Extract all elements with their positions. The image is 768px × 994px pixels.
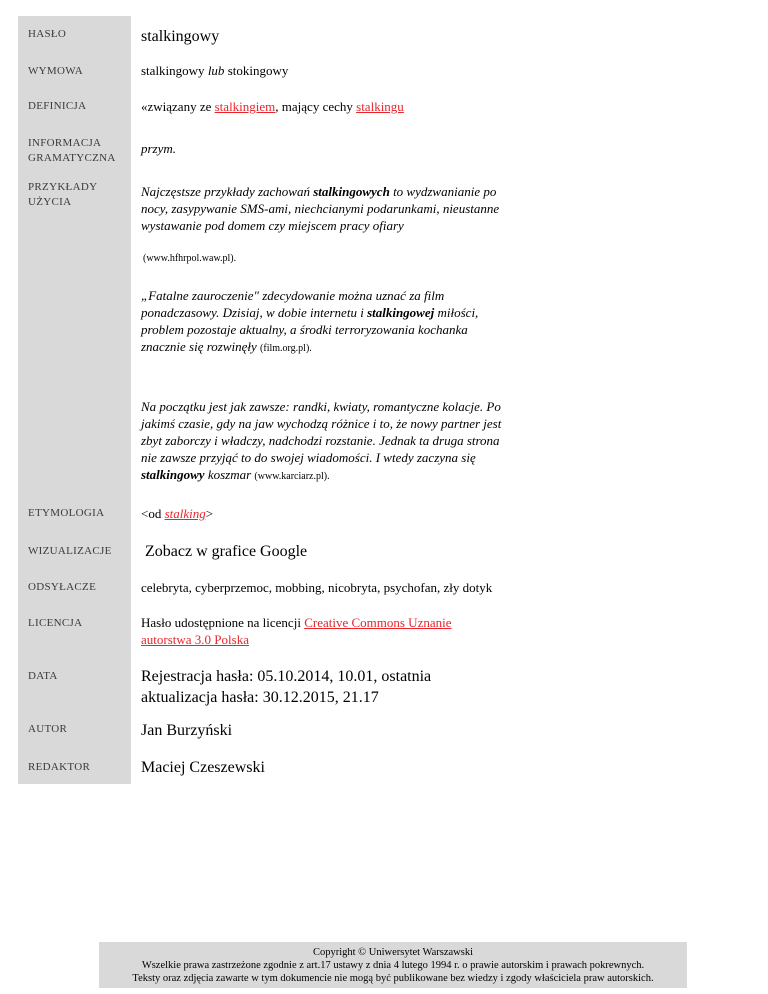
license [141, 614, 481, 648]
etymology [141, 505, 511, 522]
example-3-bold: stalkingowy [141, 467, 205, 482]
example-3-source: (www.karciarz.pl). [254, 471, 330, 482]
example-3-post: koszmar [204, 467, 255, 482]
definition-pre: «związany ze [141, 99, 215, 114]
definition-link-stalkingiem[interactable]: stalkingiem [214, 99, 276, 114]
label-haslo: HASŁO [28, 28, 67, 40]
example-3 [141, 398, 511, 485]
label-wizualizacje: WIZUALIZACJE [28, 545, 112, 557]
label-przyklady [28, 180, 128, 210]
label-przyklady-line1: PRZYKŁADY [28, 181, 98, 193]
label-odsylacze: ODSYŁACZE [28, 581, 97, 593]
label-definicja: DEFINICJA [28, 100, 87, 112]
license-pre: Hasło udostępnione na licencji [141, 615, 305, 630]
definition [141, 98, 511, 115]
example-2-pre: „Fatalne zauroczenie" zdecydowanie można uznać za film ponadczasowy. Dzisiaj, w dobie internetu i [141, 288, 445, 320]
example-3-pre: Na początku jest jak zawsze: randki, kwiaty, romantyczne kolacje. Po jakimś czasie, gdy na jaw wychodzą różnice i to, że nowy partner jest zbyt zaborczy i władczy, nadchodzi rozstanie. Jednak ta druga strona nie zawsze przyjąć to do swojej wiadomości. I wtedy zaczyna się [141, 399, 502, 465]
footer-notice: Teksty oraz zdjęcia zawarte w tym dokumencie nie mogą być publikowane bez wiedzy i zgody właściciela praw autorskich. [132, 973, 654, 984]
editor: Maciej Czeszewski [141, 759, 265, 776]
definition-mid: , mający cechy [275, 99, 357, 114]
label-informacja [28, 136, 128, 166]
example-1-bold: stalkingowych [313, 184, 390, 199]
example-1 [141, 183, 511, 267]
grammar-info: przym. [141, 141, 177, 156]
license-link[interactable]: Creative Commons Uznanie autorstwa 3.0 Polska [141, 615, 452, 647]
pronunciation-a: stalkingowy [141, 63, 208, 78]
etymology-link-stalking[interactable]: stalking [164, 506, 206, 521]
example-2-source: (film.org.pl). [260, 343, 312, 354]
definition-link-stalkingu[interactable]: stalkingu [356, 99, 404, 114]
pronunciation [141, 62, 511, 79]
label-informacja-line2: GRAMATYCZNA [28, 152, 116, 164]
footer-rights: Wszelkie prawa zastrzeżone zgodnie z art.17 ustawy z dnia 4 lutego 1994 r. o prawie autorskim i prawach pokrewnych. [141, 960, 645, 971]
headword: stalkingowy [141, 28, 220, 45]
pronunciation-b: stokingowy [224, 63, 289, 78]
pronunciation-or: lub [207, 63, 225, 78]
label-redaktor: REDAKTOR [28, 761, 91, 773]
cross-references: celebryta, cyberprzemoc, mobbing, nicobryta, psychofan, zły dotyk [141, 580, 493, 595]
label-licencja: LICENCJA [28, 617, 83, 629]
example-1-post: to wydzwanianie po nocy, zasypywanie SMS-ami, niechcianymi podarunkami, nieustanne wystawanie pod domem czy miejscem pracy ofiary [141, 184, 500, 233]
author: Jan Burzyński [141, 722, 233, 739]
example-1-pre: Najczęstsze przykłady zachowań [141, 184, 314, 199]
etymology-post: > [205, 506, 214, 521]
example-2-post: miłości, problem pozostaje aktualny, a środki terroryzowania kochanka znacznie się rozwinęły [141, 305, 479, 354]
google-images-link[interactable]: Zobacz w grafice Google [145, 543, 308, 560]
label-data: DATA [28, 670, 58, 682]
example-2 [141, 287, 511, 357]
example-2-bold: stalkingowej [367, 305, 435, 320]
entry-date: Rejestracja hasła: 05.10.2014, 10.01, ostatnia aktualizacja hasła: 30.12.2015, 21.17 [141, 668, 432, 706]
label-informacja-line1: INFORMACJA [28, 137, 102, 149]
label-autor: AUTOR [28, 723, 68, 735]
label-przyklady-line2: UŻYCIA [28, 196, 72, 208]
copyright-footer [99, 942, 687, 988]
label-wymowa: WYMOWA [28, 65, 83, 77]
label-etymologia: ETYMOLOGIA [28, 507, 105, 519]
example-1-source: (www.hfhrpol.waw.pl). [143, 253, 237, 264]
etymology-pre: <od [141, 506, 165, 521]
footer-copyright: Copyright © Uniwersytet Warszawski [312, 947, 474, 958]
